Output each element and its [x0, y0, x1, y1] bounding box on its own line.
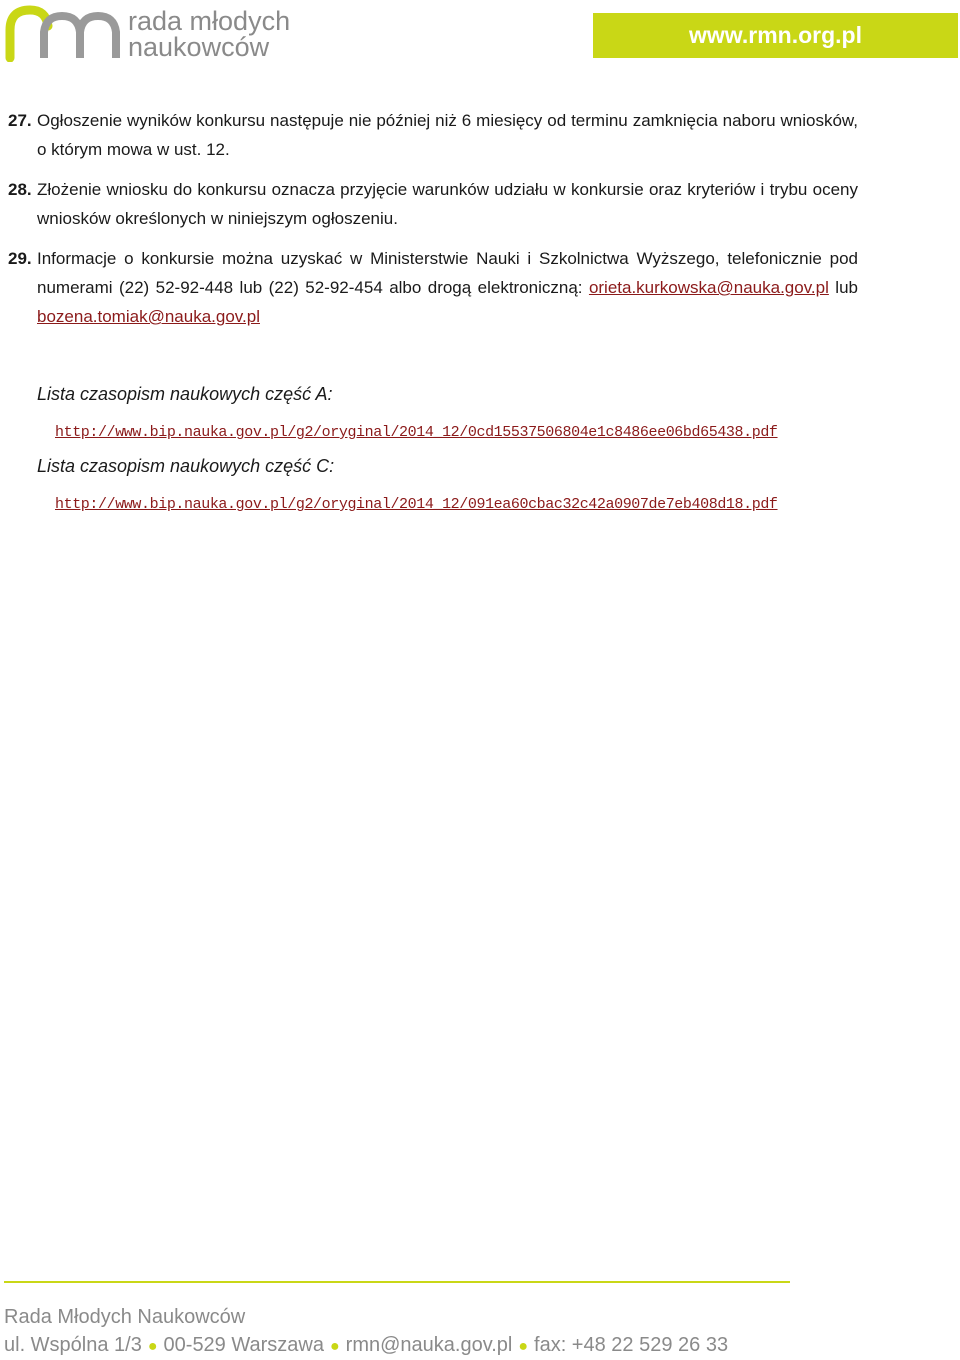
list-a-title: Lista czasopism naukowych część A: — [37, 384, 333, 404]
footer-organization: Rada Młodych Naukowców — [4, 1306, 246, 1328]
logo-line1: rada młodych — [128, 6, 291, 36]
item-text: Informacje o konkursie można uzyskać w Ministerstwie Nauki i Szkolnictwa Wyższego, telefonicznie pod numerami (22) 52-92-448 lub (22) 52-92-454 albo drogą elektroniczną: — [37, 249, 858, 297]
email-link-kurkowska[interactable]: orieta.kurkowska@nauka.gov.pl — [588, 278, 829, 297]
item-number: 28. — [8, 180, 32, 199]
footer-divider — [4, 1281, 790, 1283]
email-link-tomiak[interactable]: bozena.tomiak@nauka.gov.pl — [37, 307, 260, 326]
footer-contact — [4, 1334, 728, 1357]
footer-postal: 00-529 Warszawa — [163, 1334, 324, 1356]
list-item — [8, 244, 858, 331]
connector-text: lub — [828, 278, 858, 297]
document-body — [8, 106, 858, 518]
rmn-logo-icon — [4, 2, 124, 62]
bullet-icon: ● — [518, 1338, 529, 1355]
website-banner[interactable]: www.rmn.org.pl — [593, 13, 958, 58]
logo-line2: naukowców — [128, 32, 270, 62]
bullet-icon: ● — [147, 1338, 158, 1355]
footer-fax: fax: +48 22 529 26 33 — [534, 1334, 729, 1356]
list-c-url[interactable]: http://www.bip.nauka.gov.pl/g2/oryginal/2014_12/091ea60cbac32c42a0907de7eb408d18.pdf — [55, 496, 778, 513]
footer-address: ul. Wspólna 1/3 — [4, 1334, 142, 1356]
item-number: 27. — [8, 111, 32, 130]
list-a-url[interactable]: http://www.bip.nauka.gov.pl/g2/oryginal/2014_12/0cd15537506804e1c8486ee06bd65438.pdf — [55, 424, 778, 441]
list-item — [8, 175, 858, 233]
item-text: Złożenie wniosku do konkursu oznacza przyjęcie warunków udziału w konkursie oraz kryteriów i trybu oceny wniosków określonych w niniejszym ogłoszeniu. — [37, 180, 858, 228]
bullet-icon: ● — [329, 1338, 340, 1355]
footer-email[interactable]: rmn@nauka.gov.pl — [345, 1334, 513, 1356]
item-number: 29. — [8, 249, 32, 268]
rmn-logo — [4, 2, 324, 62]
list-c-title: Lista czasopism naukowych część C: — [37, 456, 335, 476]
list-item — [8, 106, 858, 164]
item-text: Ogłoszenie wyników konkursu następuje nie później niż 6 miesięcy od terminu zamknięcia naboru wniosków, o którym mowa w ust. 12. — [37, 111, 858, 159]
